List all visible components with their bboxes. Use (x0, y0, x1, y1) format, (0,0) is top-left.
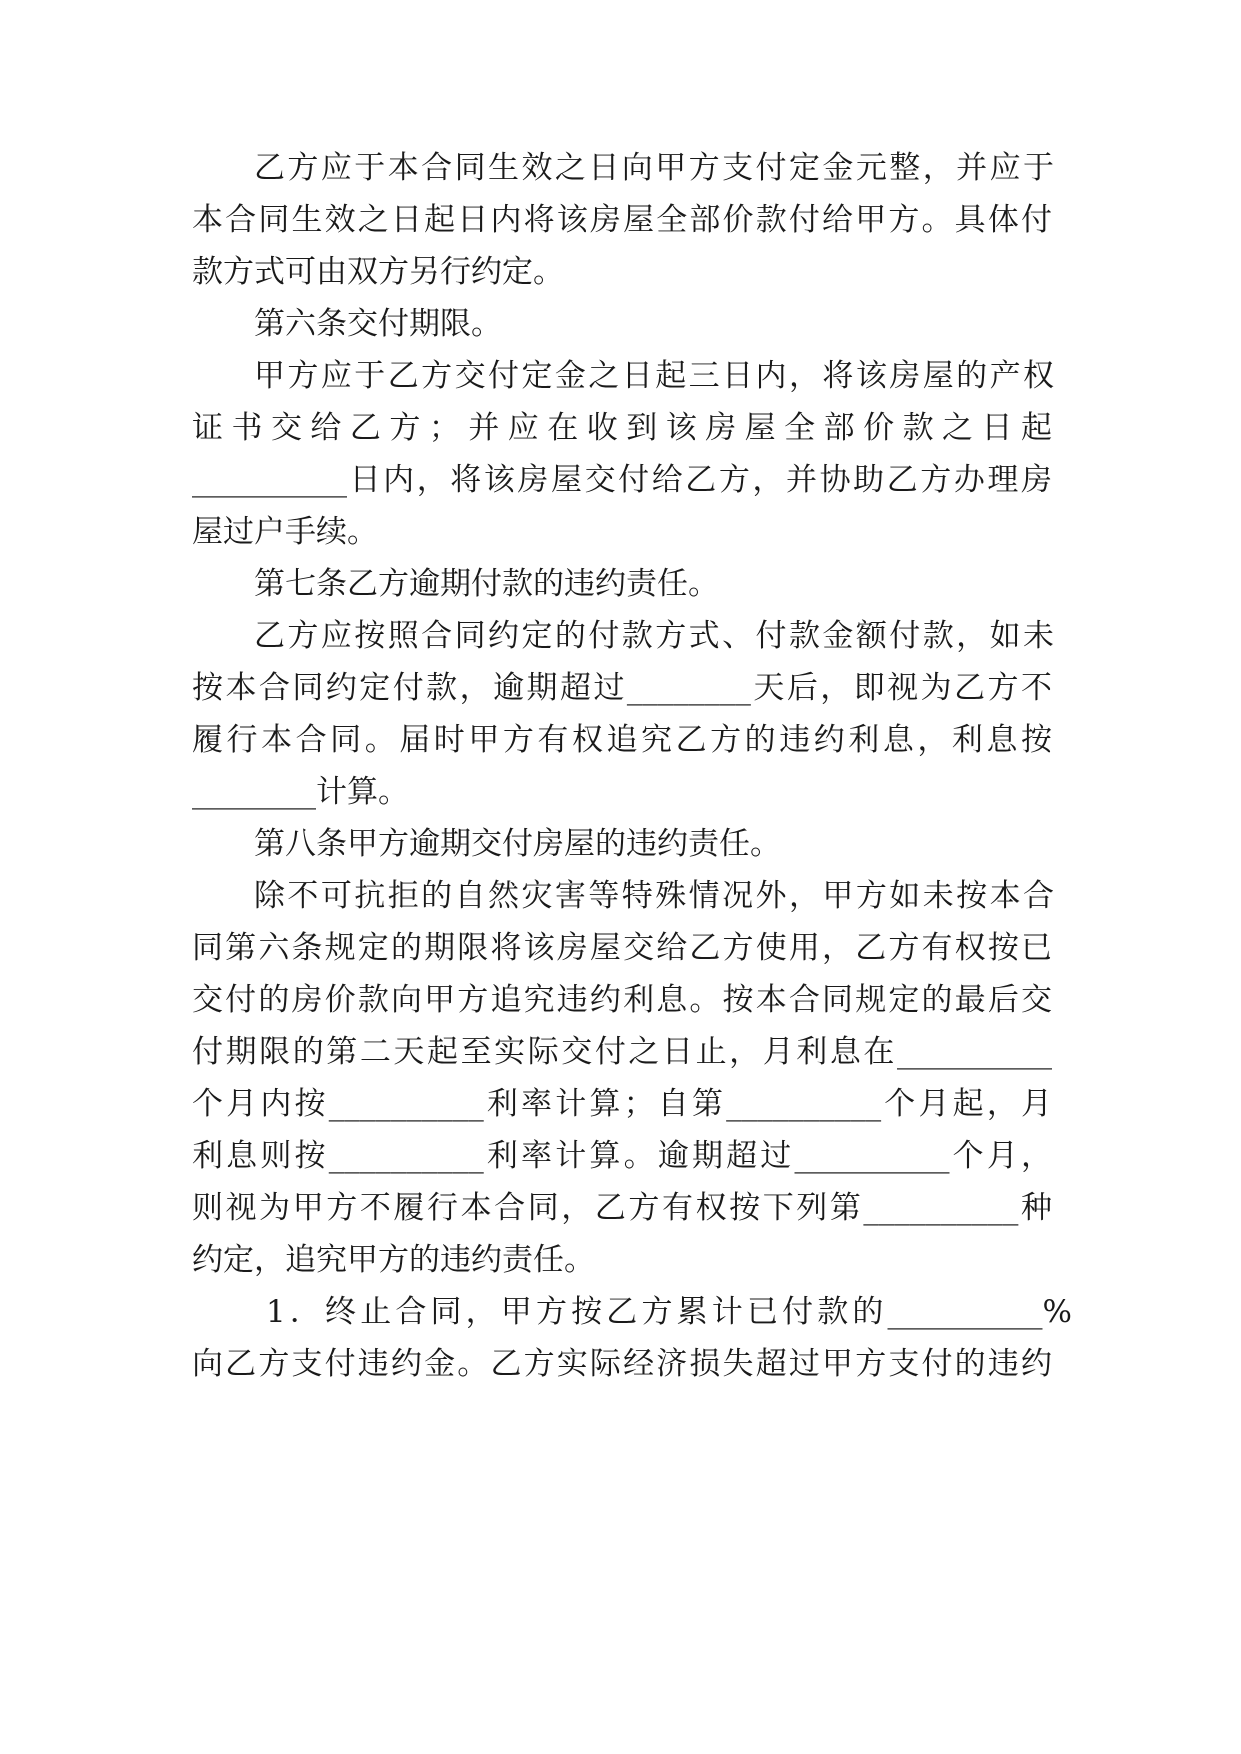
paragraph-line: 按本合同约定付款，逾期超过________天后，即视为乙方不 (192, 670, 1052, 706)
section-heading: 第六条交付期限。 (254, 306, 502, 342)
paragraph-line: 乙方应按照合同约定的付款方式、付款金额付款，如未 (254, 618, 1054, 654)
paragraph-line: 证书交给乙方；并应在收到该房屋全部价款之日起 (192, 410, 1052, 446)
section-heading: 第七条乙方逾期付款的违约责任。 (254, 566, 719, 602)
paragraph-line: 个月内按__________利率计算；自第__________个月起，月 (192, 1086, 1052, 1122)
paragraph-line: 本合同生效之日起日内将该房屋全部价款付给甲方。具体付 (192, 202, 1052, 238)
paragraph-line: 交付的房价款向甲方追究违约利息。按本合同规定的最后交 (192, 982, 1052, 1018)
paragraph-line: 向乙方支付违约金。乙方实际经济损失超过甲方支付的违约 (192, 1346, 1052, 1382)
paragraph-line: 约定，追究甲方的违约责任。 (192, 1242, 595, 1278)
paragraph-line: 付期限的第二天起至实际交付之日止，月利息在__________ (192, 1034, 1052, 1070)
paragraph-line: 屋过户手续。 (192, 514, 378, 550)
paragraph-line: 除不可抗拒的自然灾害等特殊情况外，甲方如未按本合 (254, 878, 1054, 914)
paragraph-line: ________计算。 (192, 774, 409, 810)
paragraph-line: 履行本合同。届时甲方有权追究乙方的违约利息，利息按 (192, 722, 1052, 758)
paragraph-line: 同第六条规定的期限将该房屋交给乙方使用，乙方有权按已 (192, 930, 1052, 966)
list-item: 1．终止合同，甲方按乙方累计已付款的__________% (266, 1294, 1072, 1330)
paragraph-line: 甲方应于乙方交付定金之日起三日内，将该房屋的产权 (254, 358, 1054, 394)
paragraph-line: 则视为甲方不履行本合同，乙方有权按下列第__________种 (192, 1190, 1052, 1226)
paragraph-line: 利息则按__________利率计算。逾期超过__________个月， (192, 1138, 1052, 1174)
paragraph-line: 款方式可由双方另行约定。 (192, 254, 564, 290)
paragraph-line: __________日内，将该房屋交付给乙方，并协助乙方办理房 (192, 462, 1052, 498)
paragraph-line: 乙方应于本合同生效之日向甲方支付定金元整，并应于 (254, 150, 1054, 186)
section-heading: 第八条甲方逾期交付房屋的违约责任。 (254, 826, 781, 862)
